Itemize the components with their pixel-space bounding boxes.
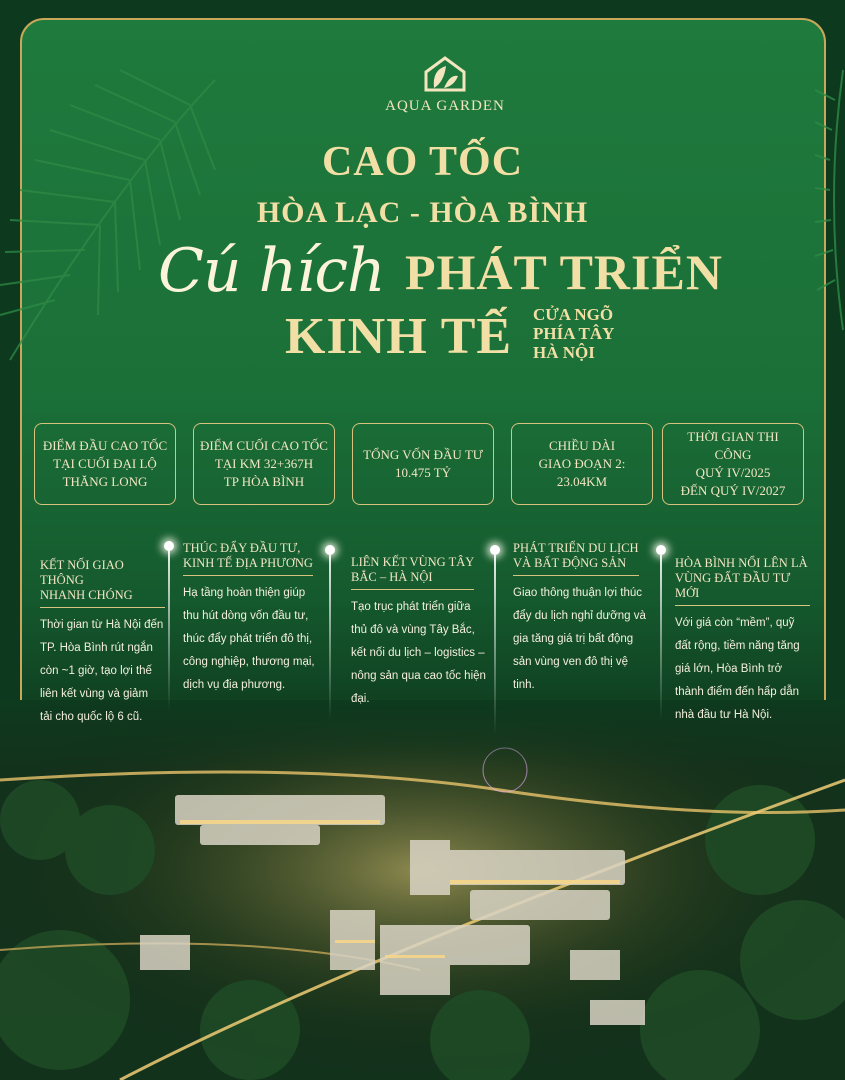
body-line: kết nối du lịch – logistics – — [351, 647, 485, 659]
body-line: Thời gian từ Hà Nội đến — [40, 619, 164, 631]
fact-line: CHIỀU DÀI — [548, 438, 616, 453]
title-line: NHANH CHÓNG — [40, 588, 133, 602]
fact-line: THỜI GIAN THI CÔNG — [687, 429, 779, 462]
divider-line — [168, 550, 170, 710]
divider-line — [329, 555, 331, 720]
headline-side-note — [533, 305, 614, 362]
fact-line: TẠI KM 32+367H — [214, 456, 314, 471]
headline-line-3: PHÁT TRIỂN — [405, 244, 723, 300]
body-line: gia tăng giá trị bất động — [513, 633, 634, 645]
house-leaf-icon — [420, 52, 470, 94]
benefit-body — [675, 612, 810, 727]
body-line: dịch vụ địa phương. — [183, 679, 286, 691]
benefit-title — [351, 555, 474, 590]
fact-box — [34, 423, 176, 505]
fact-box — [352, 423, 494, 505]
benefit-body — [351, 596, 491, 711]
fact-line: QUÝ IV/2025 — [695, 465, 771, 480]
body-line: thúc đẩy phát triển đô thị, — [183, 633, 313, 645]
body-line: đẩy du lịch nghỉ dưỡng và — [513, 610, 646, 622]
fact-line: TP HÒA BÌNH — [223, 474, 305, 489]
fact-line: THĂNG LONG — [62, 474, 148, 489]
benefit-title — [40, 558, 165, 608]
body-line: nông sản qua cao tốc hiện — [351, 670, 486, 682]
benefit-column — [675, 556, 810, 727]
title-line: PHÁT TRIỂN DU LỊCH — [513, 541, 639, 555]
body-line: liên kết vùng và giảm — [40, 688, 149, 700]
title-line: HÒA BÌNH NỔI LÊN LÀ — [675, 556, 808, 570]
body-line: thu hút dòng vốn đầu tư, — [183, 610, 309, 622]
brand-logo — [385, 52, 505, 115]
body-line: tinh. — [513, 679, 535, 691]
benefit-body — [40, 614, 165, 729]
headline-line-2: HÒA LẠC - HÒA BÌNH — [256, 196, 589, 229]
benefit-column — [351, 555, 491, 711]
fact-box — [193, 423, 335, 505]
body-line: TP. Hòa Bình rút ngắn — [40, 642, 153, 654]
fact-line: 10.475 TỶ — [394, 465, 452, 480]
fact-line: ĐIỂM ĐẦU CAO TỐC — [42, 438, 168, 453]
body-line: nhà đầu tư Hà Nội. — [675, 709, 773, 721]
body-line: công nghiệp, thương mại, — [183, 656, 315, 668]
divider-line — [494, 555, 496, 735]
glow-dot — [490, 545, 500, 555]
fact-line: GIAO ĐOẠN 2: 23.04KM — [538, 456, 626, 489]
divider-line — [660, 555, 662, 720]
title-line: VÙNG ĐẤT ĐẦU TƯ MỚI — [675, 571, 791, 600]
title-line: KẾT NỐI GIAO THÔNG — [40, 558, 124, 587]
benefit-body — [513, 582, 653, 697]
body-line: Giao thông thuận lợi thúc — [513, 587, 643, 599]
body-line: sản vùng ven đô thị vệ — [513, 656, 629, 668]
body-line: Hạ tầng hoàn thiện giúp — [183, 587, 306, 599]
body-line: giá lớn, Hòa Bình trở — [675, 663, 783, 675]
headline-script: Cú hích — [158, 236, 385, 306]
title-line: KINH TẾ ĐỊA PHƯƠNG — [183, 556, 313, 570]
fact-line: TẠI CUỐI ĐẠI LỘ — [53, 456, 157, 471]
body-line: thủ đô và vùng Tây Bắc, — [351, 624, 475, 636]
headline-line-4: KINH TẾ — [285, 308, 513, 365]
body-line: Với giá còn “mềm”, quỹ — [675, 617, 795, 629]
body-line: Tạo trục phát triển giữa — [351, 601, 471, 613]
benefit-column — [40, 558, 165, 729]
headline-line-1: CAO TỐC — [321, 139, 524, 185]
fact-line: TỔNG VỐN ĐẦU TƯ — [363, 447, 483, 462]
body-line: đại. — [351, 693, 370, 705]
fact-line: ĐIỂM CUỐI CAO TỐC — [200, 438, 328, 453]
body-line: đất rộng, tiềm năng tăng — [675, 640, 800, 652]
benefit-body — [183, 582, 323, 697]
glow-dot — [325, 545, 335, 555]
body-line: còn ~1 giờ, tạo lợi thế — [40, 665, 152, 677]
body-line: tải cho quốc lộ 6 cũ. — [40, 711, 143, 723]
title-line: THÚC ĐẨY ĐẦU TƯ, — [183, 541, 301, 555]
benefit-title — [513, 541, 639, 576]
fact-box — [662, 423, 804, 505]
side-line: HÀ NỘI — [533, 343, 595, 362]
benefit-title — [183, 541, 313, 576]
glow-dot — [656, 545, 666, 555]
title-line: BẮC – HÀ NỘI — [351, 570, 433, 584]
title-line: LIÊN KẾT VÙNG TÂY — [351, 555, 475, 569]
brand-name: AQUA GARDEN — [385, 98, 505, 114]
fact-line: ĐẾN QUÝ IV/2027 — [680, 483, 786, 498]
benefit-title — [675, 556, 810, 606]
benefit-column — [183, 541, 323, 697]
benefit-column — [513, 541, 653, 697]
fact-box — [511, 423, 653, 505]
title-line: VÀ BẤT ĐỘNG SẢN — [513, 556, 627, 570]
side-line: CỬA NGÕ — [533, 305, 614, 324]
side-line: PHÍA TÂY — [533, 324, 615, 343]
body-line: thành điểm đến hấp dẫn — [675, 686, 800, 698]
city-aerial-illustration — [0, 700, 845, 1080]
